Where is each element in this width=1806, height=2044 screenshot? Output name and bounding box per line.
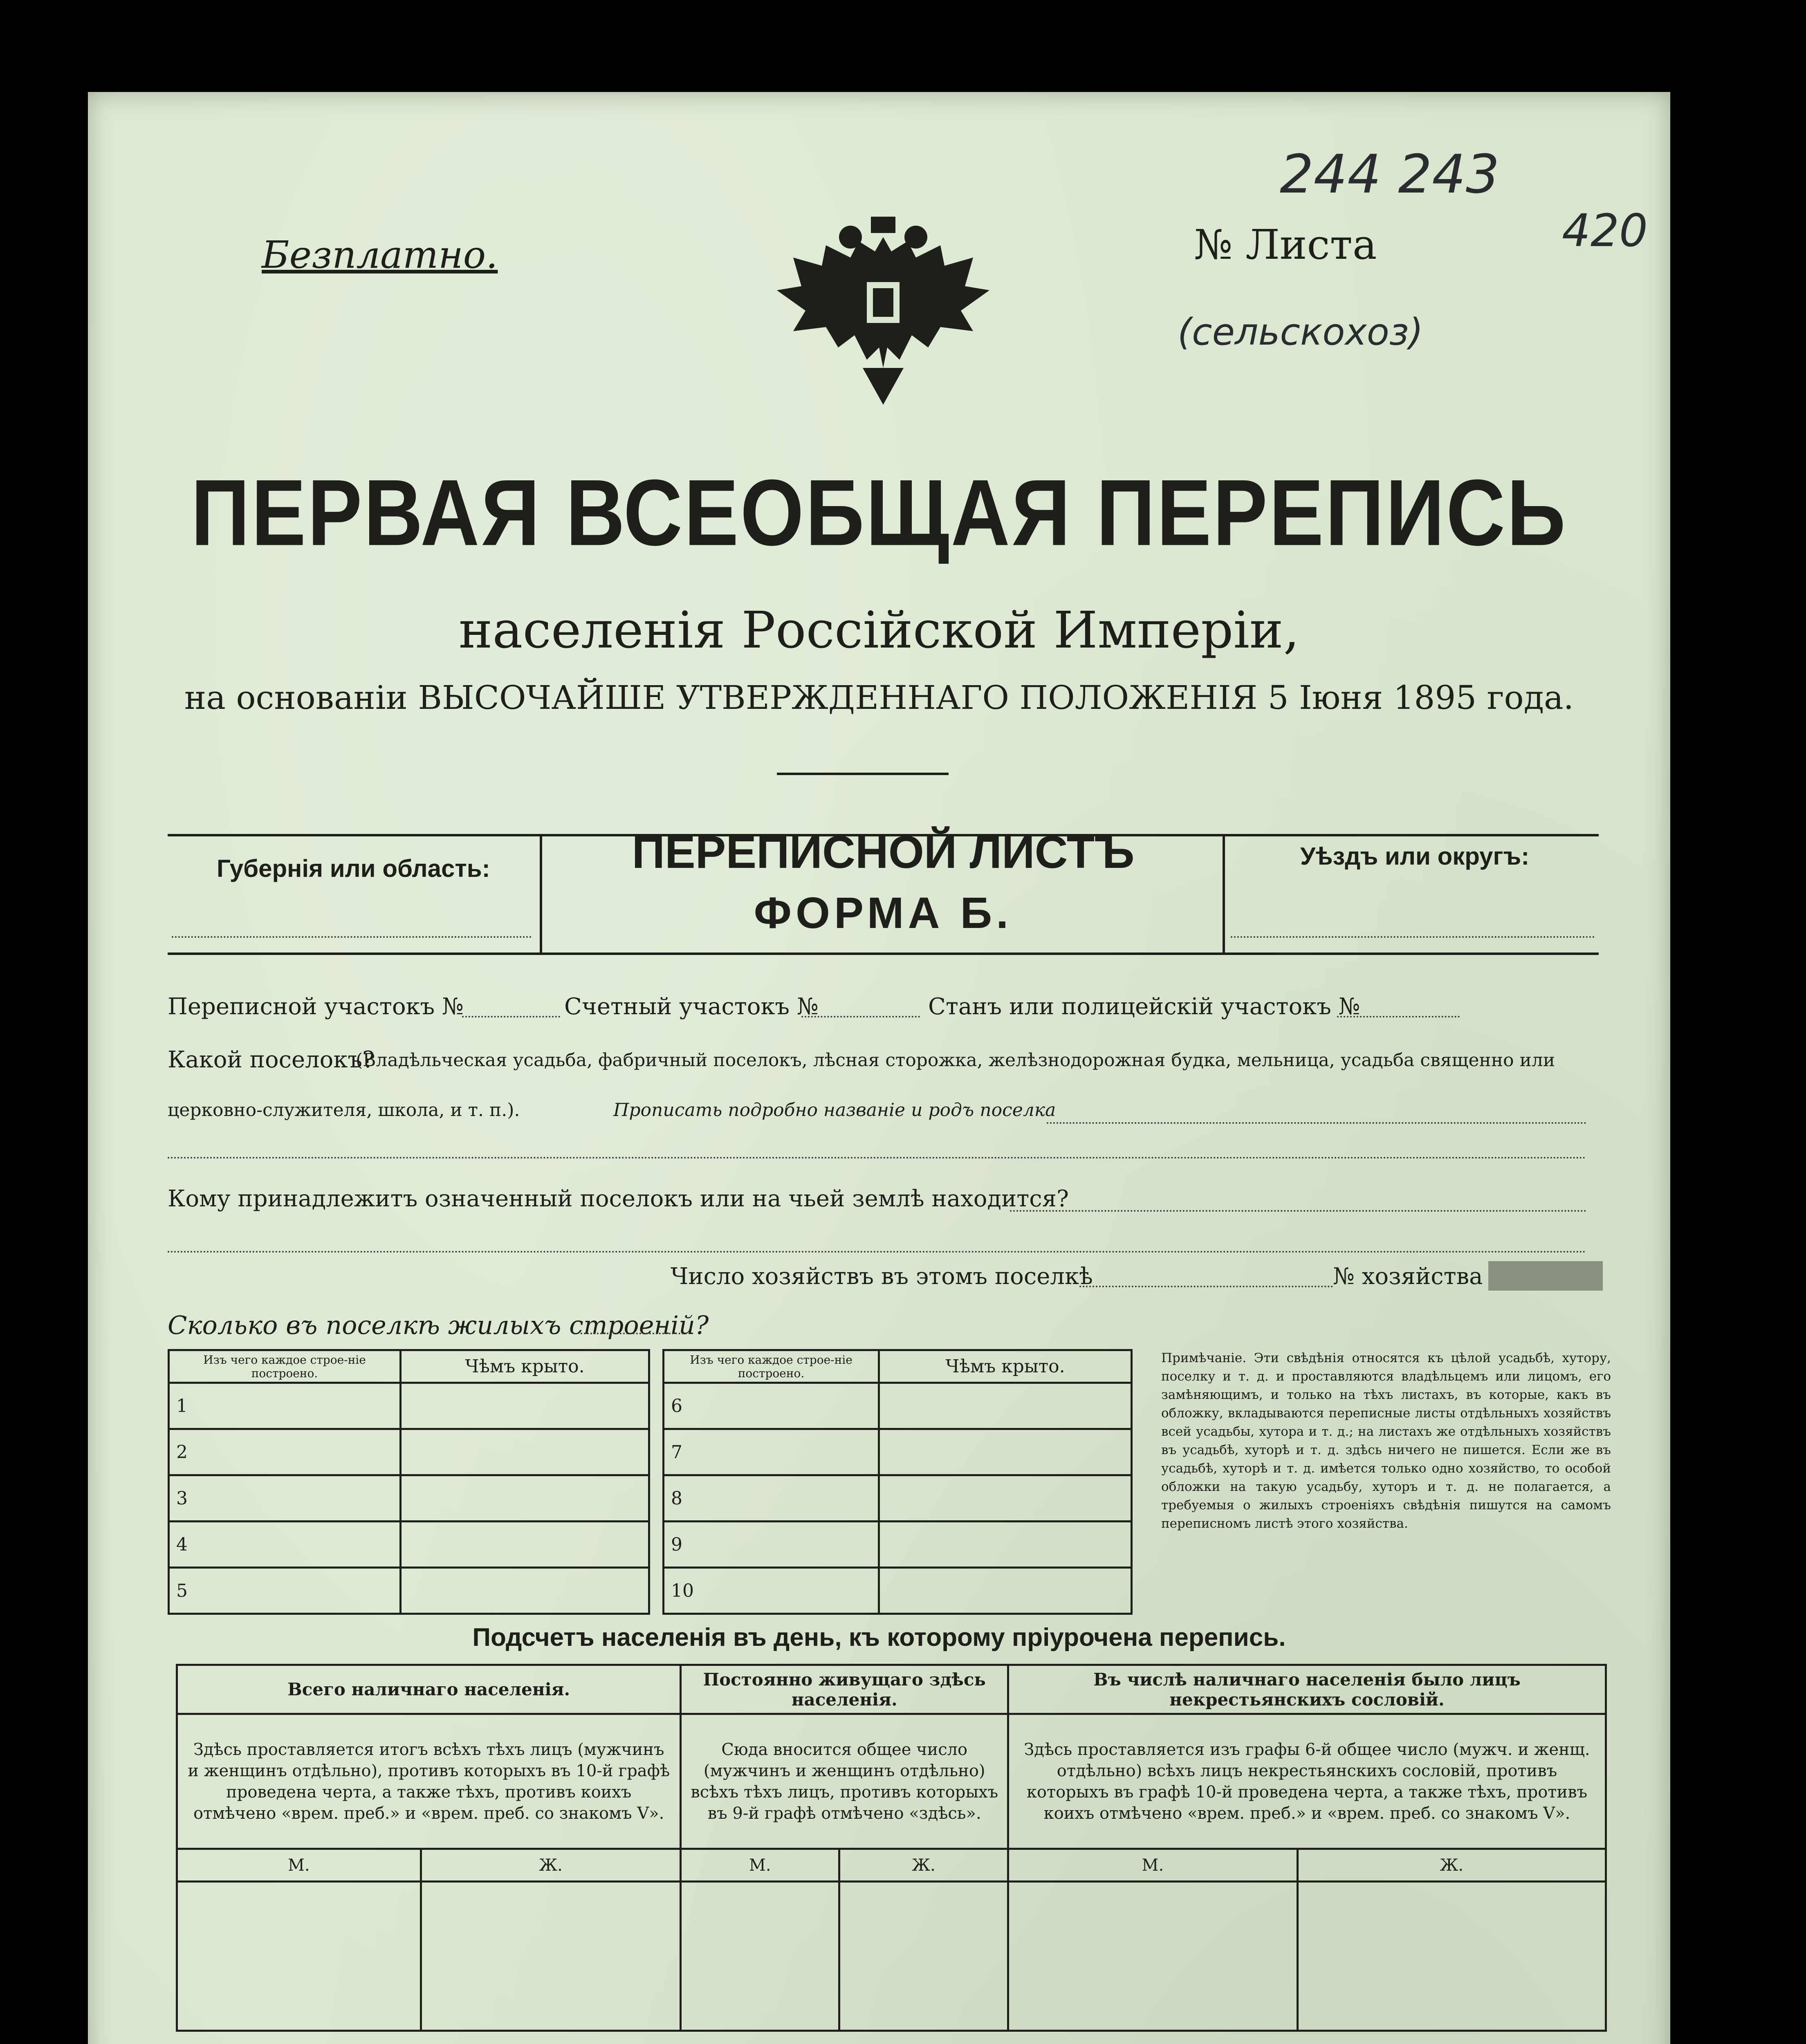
- col-material-header: Изъ чего каждое строе-ніе построено.: [169, 1350, 401, 1383]
- count-col3-head: Въ числѣ наличнаго населенія было лицъ некрестьянскихъ сословій.: [1008, 1665, 1606, 1714]
- m-header-2: М.: [681, 1849, 839, 1882]
- gubernia-field[interactable]: [172, 936, 532, 938]
- building-row-9-roof[interactable]: [879, 1522, 1132, 1568]
- uchastok-label: Переписной участокъ №: [168, 993, 464, 1020]
- page-title: ПЕРВАЯ ВСЕОБЩАЯ ПЕРЕПИСЬ: [191, 460, 1567, 565]
- household-no-label: № хозяйства: [1333, 1263, 1483, 1290]
- divider: [777, 773, 949, 775]
- owner-field-1[interactable]: [1010, 1210, 1586, 1212]
- schetny-field[interactable]: [801, 1016, 920, 1018]
- count-resident-zh[interactable]: [839, 1882, 1008, 2031]
- m-header-3: М.: [1008, 1849, 1297, 1882]
- buildings-note: Примѣчаніе. Эти свѣдѣнія относятся къ цѣлой усадьбѣ, хутору, поселку и т. д. и проставляются владѣльцемъ или лицомъ, его замѣняющимъ, и только на тѣхъ листахъ, въ которые, какъ въ обложку, вкладываются переписные листы отдѣльныхъ хозяйствъ всей усадьбы, хутора и т. д.; на листахъ же отдѣльныхъ хозяйствъ въ усадьбѣ, хуторѣ и т. д. здѣсь ничего не пишется. Если же въ усадьбѣ, хуторѣ и т. д. имѣется только одно хозяйство, то особой обложки на такую усадьбу, хуторъ и т. д. не полагается, а требуемыя о жилыхъ строеніяхъ свѣдѣнія пишутся на самомъ переписномъ листѣ этого хозяйства.: [1161, 1351, 1611, 1531]
- poselok-question: Какой поселокъ?: [168, 1047, 375, 1073]
- count-col1-text: Здѣсь проставляется итогъ всѣхъ тѣхъ лицъ (мужчинъ и женщинъ отдѣльно), противъ которыхъ въ 10-й графѣ проведена черта, а также тѣхъ, противъ коихъ отмѣчено «врем. преб.» и «врем. преб. со знакомъ V».: [177, 1714, 681, 1849]
- double-headed-eagle-emblem: [769, 213, 998, 409]
- building-row-7[interactable]: 7: [664, 1429, 879, 1475]
- building-row-6[interactable]: 6: [664, 1383, 879, 1429]
- count-col2-head: Постоянно живущаго здѣсь населенія.: [681, 1665, 1008, 1714]
- owner-field-2[interactable]: [168, 1251, 1586, 1253]
- building-row-8[interactable]: 8: [664, 1475, 879, 1522]
- poselok-field-2[interactable]: [168, 1157, 1586, 1159]
- zh-header-2: Ж.: [839, 1849, 1008, 1882]
- count-col1-head: Всего наличнаго населенія.: [177, 1665, 681, 1714]
- count-total-m[interactable]: [177, 1882, 421, 2031]
- building-row-10-roof[interactable]: [879, 1568, 1132, 1614]
- building-row-3-roof[interactable]: [401, 1475, 649, 1522]
- building-row-3[interactable]: 3: [169, 1475, 401, 1522]
- building-row-2-roof[interactable]: [401, 1429, 649, 1475]
- owner-question: Кому принадлежитъ означенный поселокъ или на чьей землѣ находится?: [168, 1186, 1069, 1212]
- free-label: Безплатно.: [262, 233, 498, 277]
- buildings-table-left: [168, 1349, 650, 1615]
- uezd-field[interactable]: [1231, 936, 1595, 938]
- building-row-5[interactable]: 5: [169, 1568, 401, 1614]
- m-header-1: М.: [177, 1849, 421, 1882]
- uchastok-field[interactable]: [462, 1016, 560, 1018]
- basis-line: на основаніи ВЫСОЧАЙШЕ УТВЕРЖДЕННАГО ПОЛОЖЕНІЯ 5 Іюня 1895 года.: [184, 679, 1574, 717]
- building-row-4-roof[interactable]: [401, 1522, 649, 1568]
- count-heading: Подсчетъ населенія въ день, къ которому пріурочена перепись.: [472, 1623, 1286, 1652]
- uezd-label: Уѣздъ или округъ:: [1300, 843, 1530, 870]
- buildings-table-right: [662, 1349, 1133, 1615]
- count-table: [176, 1664, 1607, 2032]
- households-field[interactable]: [1079, 1286, 1333, 1287]
- sheet-number-handwritten: 244 243: [1280, 143, 1500, 205]
- building-row-8-roof[interactable]: [879, 1475, 1132, 1522]
- schetny-label: Счетный участокъ №: [564, 993, 819, 1020]
- stan-field[interactable]: [1337, 1016, 1460, 1018]
- page-subtitle: населенія Россійской Имперіи,: [458, 601, 1300, 660]
- building-row-1[interactable]: 1: [169, 1383, 401, 1429]
- household-no-box[interactable]: [1488, 1261, 1603, 1291]
- count-col3-text: Здѣсь проставляется изъ графы 6-й общее число (мужч. и женщ. отдѣльно) всѣхъ лицъ некрестьянскихъ сословій, противъ которыхъ въ графѣ 10-й проведена черта, а также тѣхъ, противъ коихъ отмѣчено «врем. преб.» и «врем. преб. со знакомъ V».: [1008, 1714, 1606, 1849]
- buildings-field[interactable]: [581, 1333, 687, 1334]
- building-row-9[interactable]: 9: [664, 1522, 879, 1568]
- poselok-hint: (Владѣльческая усадьба, фабричный поселокъ, лѣсная сторожка, желѣзнодорожная будка, мельница, усадьба священно или: [356, 1050, 1555, 1071]
- zh-header-1: Ж.: [421, 1849, 681, 1882]
- sheet-number-handwritten-2: 420: [1562, 204, 1648, 257]
- count-nonpeasant-zh[interactable]: [1297, 1882, 1606, 2031]
- building-row-4[interactable]: 4: [169, 1522, 401, 1568]
- zh-header-3: Ж.: [1297, 1849, 1606, 1882]
- form-title: ПЕРЕПИСНОЙ ЛИСТЪ: [632, 827, 1135, 878]
- form-block-right-rule: [1223, 834, 1225, 955]
- building-row-2[interactable]: 2: [169, 1429, 401, 1475]
- building-row-7-roof[interactable]: [879, 1429, 1132, 1475]
- count-col2-text: Сюда вносится общее число (мужчинъ и женщинъ отдѣльно) всѣхъ тѣхъ лицъ, противъ которыхъ въ 9-й графѣ отмѣчено «здѣсь».: [681, 1714, 1008, 1849]
- poselok-hint-3: Прописать подробно названіе и родъ поселка: [613, 1100, 1056, 1121]
- count-nonpeasant-m[interactable]: [1008, 1882, 1297, 2031]
- building-row-6-roof[interactable]: [879, 1383, 1132, 1429]
- form-type: ФОРМА Б.: [754, 888, 1013, 937]
- form-block-left-rule: [540, 834, 542, 955]
- building-row-1-roof[interactable]: [401, 1383, 649, 1429]
- col-roof-header-right: Чѣмъ крыто.: [879, 1350, 1132, 1383]
- handwritten-note: (сельскохоз): [1178, 311, 1423, 354]
- col-material-header-right: Изъ чего каждое строе-ніе построено.: [664, 1350, 879, 1383]
- sheet-number-label: № Листа: [1194, 221, 1377, 269]
- households-label: Число хозяйствъ въ этомъ поселкѣ: [671, 1263, 1093, 1290]
- col-roof-header: Чѣмъ крыто.: [401, 1350, 649, 1383]
- poselok-hint-2: церковно-служителя, школа, и т. п.).: [168, 1100, 520, 1121]
- form-block-bottom-line: [168, 953, 1599, 955]
- stan-label: Станъ или полицейскій участокъ №: [928, 993, 1360, 1020]
- buildings-question: Сколько въ поселкѣ жилыхъ строеній?: [168, 1310, 709, 1340]
- building-row-5-roof[interactable]: [401, 1568, 649, 1614]
- building-row-10[interactable]: 10: [664, 1568, 879, 1614]
- count-resident-m[interactable]: [681, 1882, 839, 2031]
- count-total-zh[interactable]: [421, 1882, 681, 2031]
- gubernia-label: Губернія или область:: [217, 855, 490, 882]
- poselok-field-1[interactable]: [1047, 1122, 1586, 1124]
